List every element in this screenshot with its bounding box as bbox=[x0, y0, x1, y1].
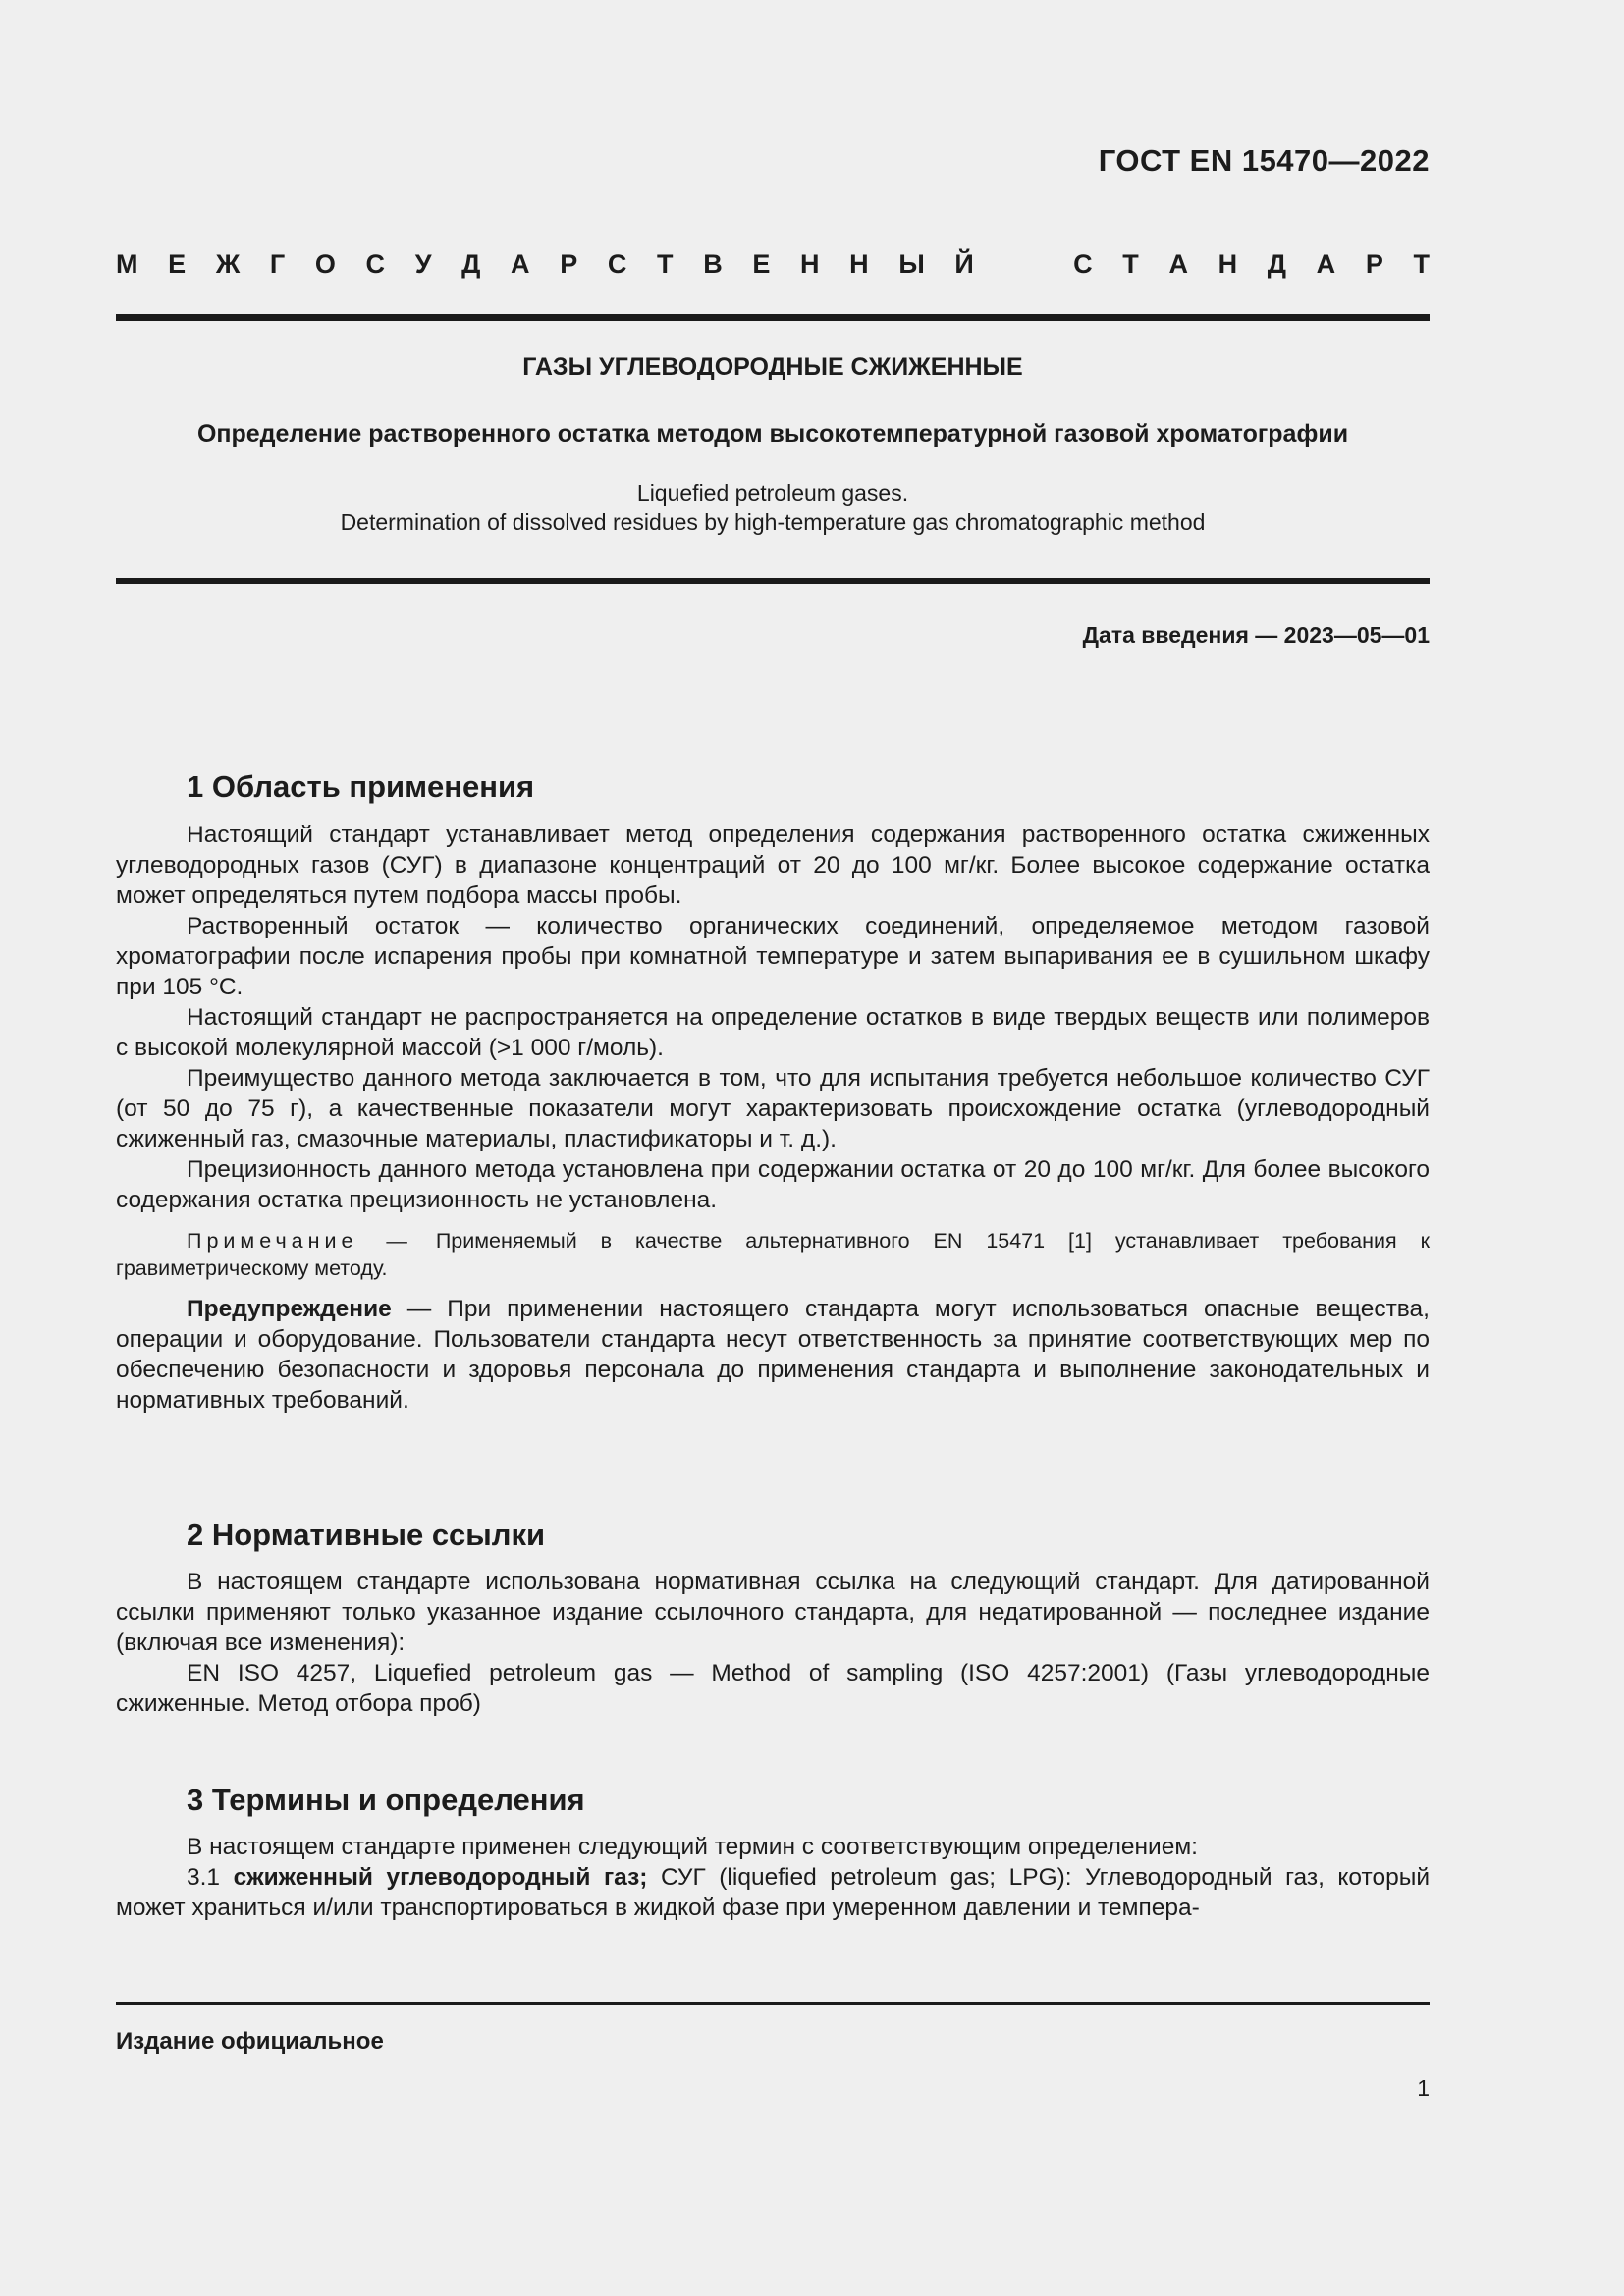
section-heading: 3 Термины и определения bbox=[187, 1783, 585, 1817]
introduction-date: Дата введения — 2023—05—01 bbox=[1082, 622, 1430, 648]
title-main: ГАЗЫ УГЛЕВОДОРОДНЫЕ СЖИЖЕННЫЕ bbox=[522, 353, 1023, 381]
section-scope bbox=[116, 768, 1430, 1415]
std-letter: С bbox=[365, 249, 386, 279]
std-letter: А bbox=[511, 249, 530, 279]
note bbox=[116, 1227, 1430, 1282]
standard-type-heading bbox=[116, 249, 1430, 280]
std-letter: Р bbox=[560, 249, 578, 279]
warning bbox=[116, 1294, 1430, 1415]
title-subtitle: Определение растворенного остатка методом высокотемпературной газовой хроматографии bbox=[196, 420, 1349, 448]
std-letter: Р bbox=[1365, 249, 1383, 279]
section-heading: 2 Нормативные ссылки bbox=[187, 1518, 546, 1552]
note-label: Примечание — bbox=[187, 1229, 412, 1253]
document-number: ГОСТ EN 15470—2022 bbox=[1098, 143, 1430, 178]
reference-entry: EN ISO 4257, Liquefied petroleum gas — Method of sampling (ISO 4257:2001) (Газы углеводородные сжиженные. Метод отбора проб) bbox=[116, 1660, 1430, 1717]
paragraph: Растворенный остаток — количество органических соединений, определяемое методом газовой хроматографии после испарения пробы при комнатной температуре и затем выпаривания ее в сушильном шкафу при 105 °С. bbox=[116, 913, 1430, 1000]
document-page bbox=[116, 0, 1430, 2296]
warning-text: — При применении настоящего стандарта могут использоваться опасные вещества, операции и оборудование. Пользователи стандарта несут ответственность за принятие соответствующих мер по обеспечению безопасности и здоровья персонала до применения стандарта и выполнение законодательных и нормативных требований. bbox=[116, 1296, 1430, 1414]
std-letter: Н bbox=[800, 249, 820, 279]
header-rule bbox=[116, 314, 1430, 321]
paragraph: В настоящем стандарте применен следующий термин с соответствующим определением: bbox=[187, 1834, 1198, 1860]
section-normative-references bbox=[116, 1516, 1430, 1719]
term-definition bbox=[116, 1862, 1430, 1923]
std-letter: О bbox=[314, 249, 336, 279]
std-letter: Н bbox=[849, 249, 869, 279]
paragraph: Прецизионность данного метода установлена при содержании остатка от 20 до 100 мг/кг. Для более высокого содержания остатка прецизионность не установлена. bbox=[116, 1156, 1430, 1213]
std-letter: Т bbox=[1413, 249, 1430, 279]
std-letter: Г bbox=[269, 249, 286, 279]
std-letter: Д bbox=[461, 249, 481, 279]
std-letter: А bbox=[1316, 249, 1336, 279]
edition-label: Издание официальное bbox=[116, 2028, 384, 2055]
std-letter: М bbox=[116, 249, 138, 279]
std-letter: С bbox=[607, 249, 627, 279]
title-english-line1: Liquefied petroleum gases. bbox=[636, 480, 909, 506]
title-rule bbox=[116, 578, 1430, 584]
std-letter: А bbox=[1168, 249, 1188, 279]
std-letter: Й bbox=[954, 249, 974, 279]
section-heading: 1 Область применения bbox=[187, 770, 535, 804]
std-letter: В bbox=[703, 249, 723, 279]
std-letter: Т bbox=[1122, 249, 1139, 279]
note-text: Применяемый в качестве альтернативного EN 15471 [1] устанавливает требования к гравиметрическому методу. bbox=[116, 1229, 1430, 1280]
std-letter: Ж bbox=[215, 249, 241, 279]
std-letter: Е bbox=[752, 249, 771, 279]
term-number: 3.1 bbox=[187, 1864, 234, 1891]
title-english-line2: Determination of dissolved residues by high-temperature gas chromatographic method bbox=[340, 509, 1206, 535]
term-name: сжиженный углеводородный газ; bbox=[233, 1864, 648, 1891]
paragraph: Преимущество данного метода заключается в том, что для испытания требуется небольшое количество СУГ (от 50 до 75 г), а качественные показатели могут характеризовать происхождение остатка (углеводородный сжиженный газ, смазочные материалы, пластификаторы и т. д.). bbox=[116, 1065, 1430, 1152]
std-letter: Е bbox=[168, 249, 187, 279]
std-letter: Ы bbox=[898, 249, 925, 279]
std-letter: С bbox=[1073, 249, 1093, 279]
warning-label: Предупреждение bbox=[187, 1296, 392, 1322]
std-letter: Д bbox=[1267, 249, 1287, 279]
std-letter: Т bbox=[657, 249, 674, 279]
std-letter: Н bbox=[1218, 249, 1238, 279]
section-terms-definitions bbox=[116, 1781, 1430, 1923]
paragraph: Настоящий стандарт не распространяется на определение остатков в виде твердых веществ или полимеров с высокой молекулярной массой (>1 000 г/моль). bbox=[116, 1004, 1430, 1061]
paragraph: Настоящий стандарт устанавливает метод определения содержания растворенного остатка сжиженных углеводородных газов (СУГ) в диапазоне концентраций от 20 до 100 мг/кг. Более высокое содержание остатка может определяться путем подбора массы пробы. bbox=[116, 822, 1430, 909]
paragraph: В настоящем стандарте использована нормативная ссылка на следующий стандарт. Для датированной ссылки применяют только указанное издание ссылочного стандарта, для недатированной — последнее издание (включая все изменения): bbox=[116, 1569, 1430, 1656]
footer-rule bbox=[116, 2002, 1430, 2005]
word-gap bbox=[1003, 249, 1043, 280]
std-letter: У bbox=[414, 249, 432, 279]
page-number: 1 bbox=[1417, 2075, 1430, 2101]
term-text: СУГ (liquefied petroleum gas; LPG): Углеводородный газ, который может храниться и/или транспортироваться в жидкой фазе при умеренном давлении и темпера- bbox=[116, 1864, 1431, 1921]
